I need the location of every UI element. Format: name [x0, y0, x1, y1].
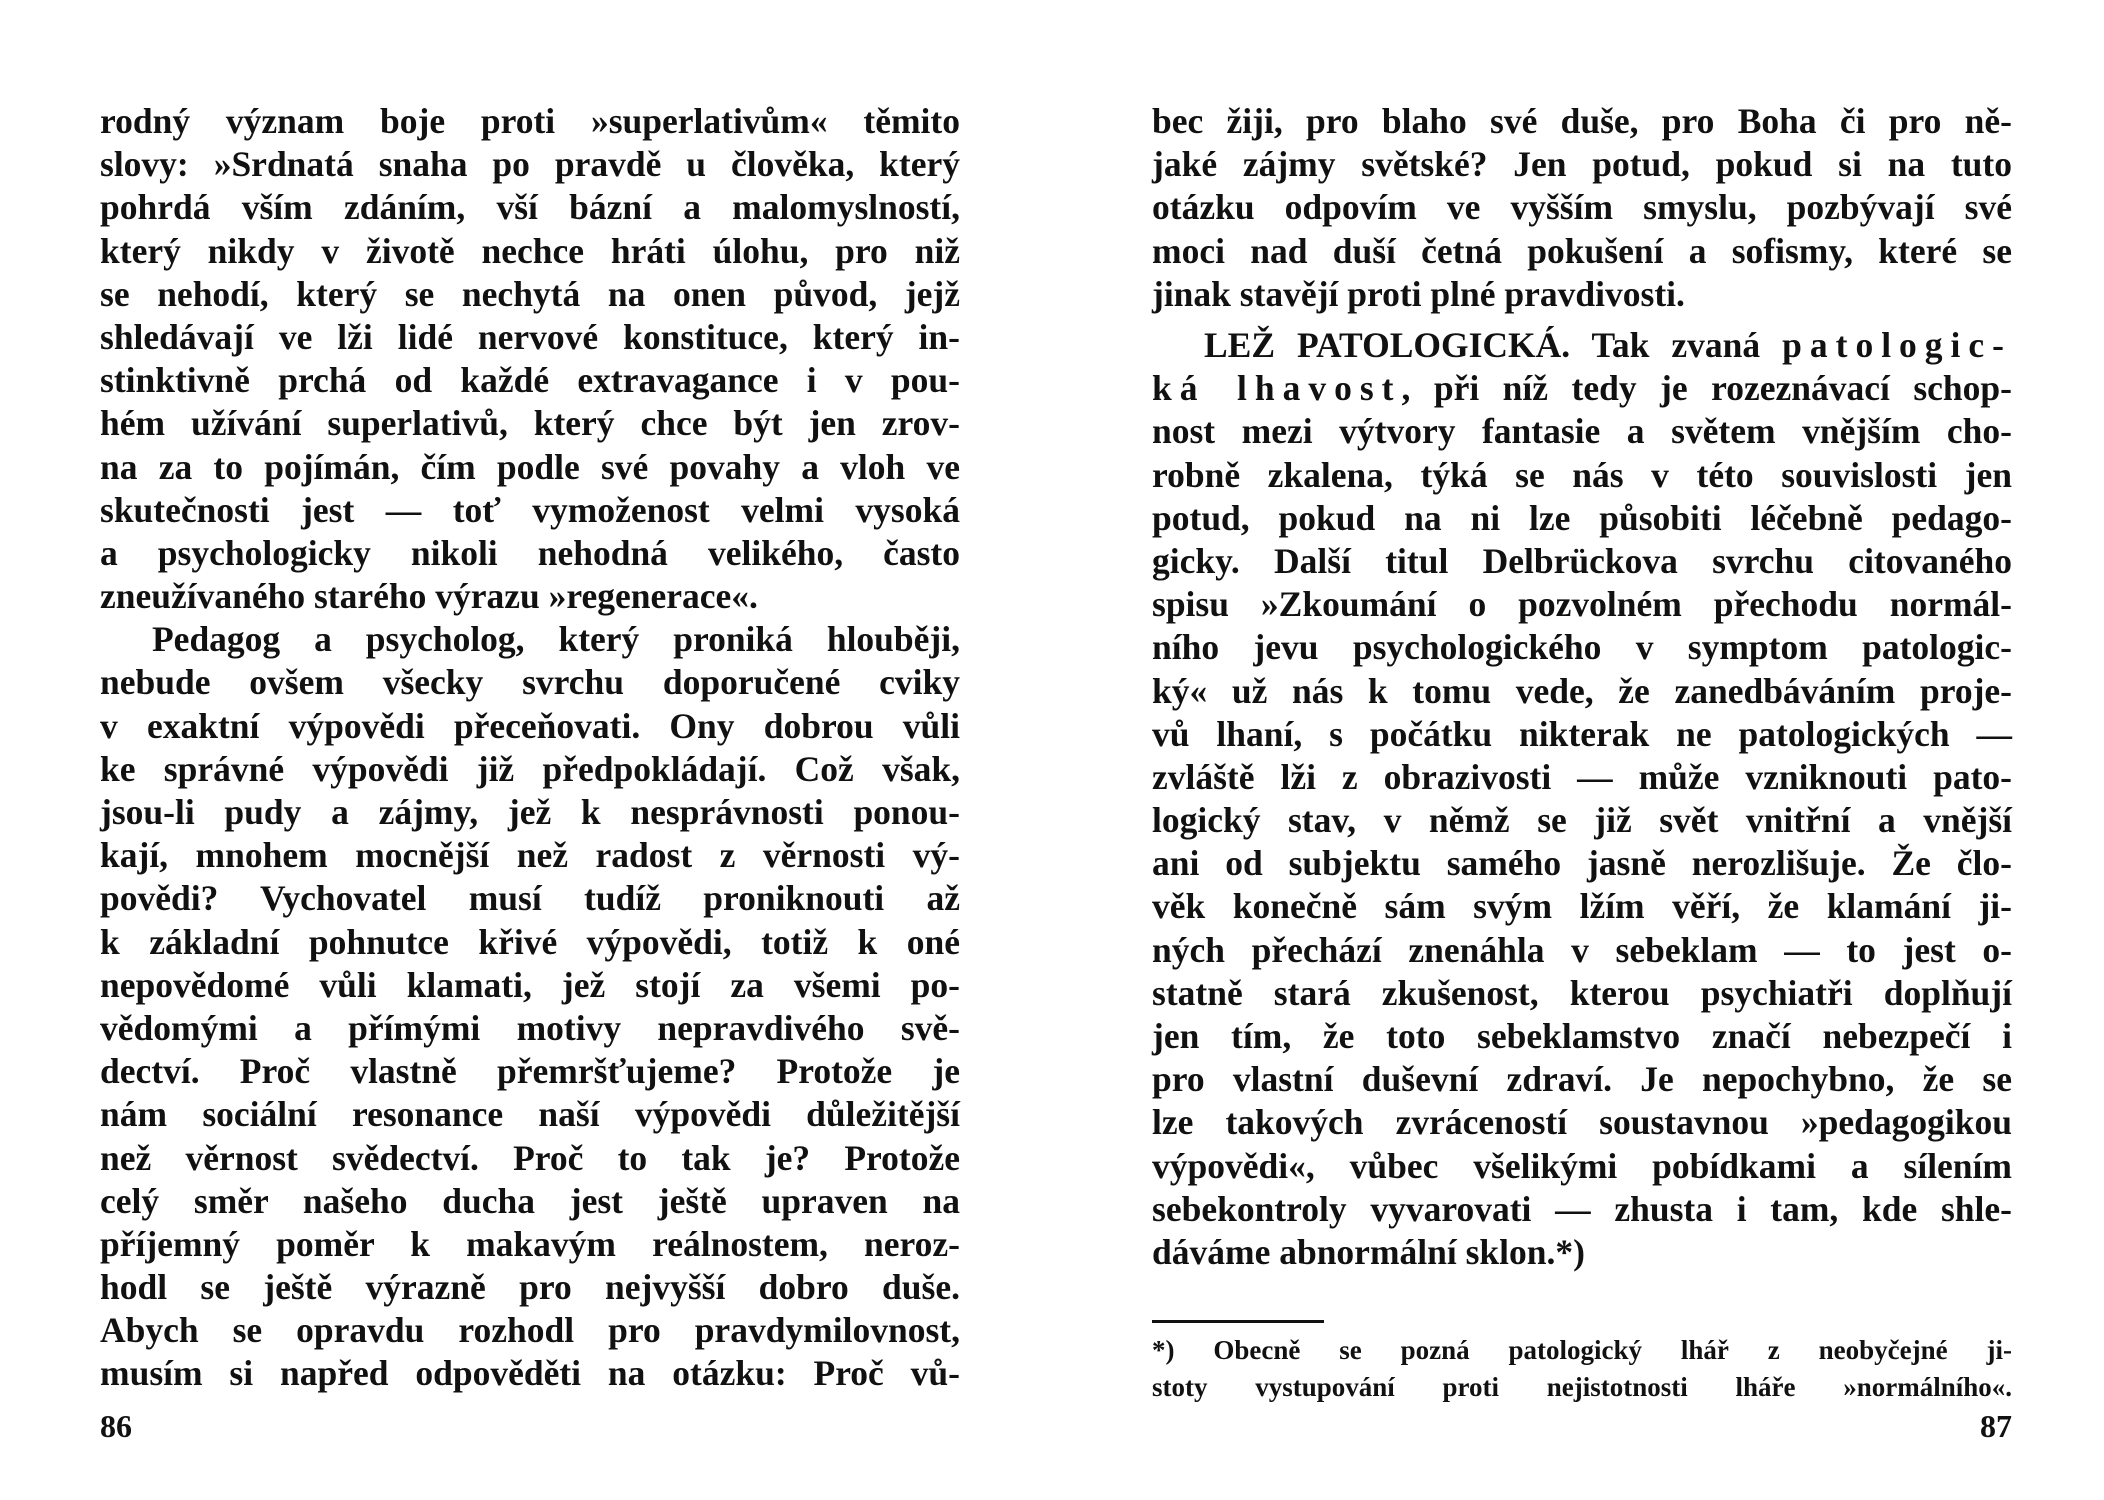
- text-line: moci nad duší četná pokušení a sofismy, které se: [1152, 230, 2012, 271]
- text-line: sebekontroly vyvarovati — zhusta i tam, kde shle-: [1152, 1188, 2012, 1229]
- left-page-text: [100, 100, 960, 1396]
- text-line: gicky. Další titul Delbrückova svrchu citovaného: [1152, 540, 2012, 581]
- text-line: na za to pojímán, čím podle své povahy a vloh ve: [100, 446, 960, 487]
- right-page-text-section: [1152, 324, 2012, 1274]
- text-line: k základní pohnutce křivé výpovědi, totiž k oné: [100, 921, 960, 962]
- text-line: jinak stavějí proti plné pravdivosti.: [1152, 273, 1685, 314]
- text-line: pro vlastní duševní zdraví. Je nepochybno, že se: [1152, 1059, 2012, 1100]
- text-line: nepovědomé vůli klamati, jež stojí za všemi po-: [100, 964, 960, 1005]
- text-line: Pedagog a psycholog, který proniká hlouběji,: [152, 619, 960, 660]
- spaced-term: ká lhavost: [1152, 368, 1402, 409]
- section-continuation: , při níž tedy je rozeznávací schop-: [1401, 368, 2012, 409]
- text-line: ke správné výpovědi již předpokládají. Což však,: [100, 748, 960, 789]
- text-line: vů lhaní, s počátku nikterak ne patologických —: [1152, 713, 2012, 754]
- text-line: slovy: »Srdnatá snaha po pravdě u člověka, který: [100, 144, 960, 185]
- text-line: rodný význam boje proti »superlativům« těmito: [100, 101, 960, 141]
- spaced-term: patologic-: [1782, 325, 2012, 365]
- right-page-text-top: [1152, 100, 2012, 316]
- text-line: v exaktní výpovědi přeceňovati. Ony dobrou vůli: [100, 705, 960, 746]
- text-line: dectví. Proč vlastně přemršťujeme? Protože je: [100, 1051, 960, 1092]
- text-line: příjemný poměr k makavým reálnostem, neroz-: [100, 1223, 960, 1264]
- text-line: robně zkalena, týká se nás v této souvislosti jen: [1152, 454, 2012, 495]
- text-line: a psychologicky nikoli nehodná velikého, často: [100, 532, 960, 573]
- footnote-divider: [1152, 1320, 1324, 1323]
- text-line: musím si napřed odpověděti na otázku: Proč vů-: [100, 1353, 960, 1394]
- footnote-line: stoty vystupování proti nejistotnosti lháře »normálního«.: [1152, 1372, 2012, 1402]
- text-line: stinktivně prchá od každé extravagance i v pou-: [100, 360, 960, 401]
- text-line: hodl se ještě výrazně pro nejvyšší dobro duše.: [100, 1267, 960, 1308]
- text-line: jen tím, že toto sebeklamstvo značí nebezpečí i: [1152, 1016, 2012, 1056]
- text-line: pohrdá vším zdáním, vší bázní a malomyslností,: [100, 187, 960, 228]
- text-line: Abych se opravdu rozhodl pro pravdymilovnost,: [100, 1310, 960, 1351]
- page-number: 86: [100, 1408, 132, 1444]
- footnote: [1152, 1332, 2012, 1406]
- text-line: nost mezi výtvory fantasie a světem vnějším cho-: [1152, 411, 2012, 452]
- text-line: jsou-li pudy a zájmy, jež k nesprávnosti ponou-: [100, 792, 960, 832]
- text-line: jaké zájmy světské? Jen potud, pokud si na tuto: [1152, 144, 2012, 185]
- text-line: spisu »Zkoumání o pozvolném přechodu normál-: [1152, 584, 2012, 625]
- section-intro: Tak zvaná: [1591, 325, 1761, 365]
- text-line: vědomými a přímými motivy nepravdivého svě-: [100, 1007, 960, 1048]
- text-line: povědi? Vychovatel musí tudíž proniknouti až: [100, 878, 960, 919]
- section-second-line: [1152, 367, 2012, 410]
- text-line: výpovědi«, vůbec všelikými pobídkami a sílením: [1152, 1145, 2012, 1186]
- text-line: shledávají ve lži lidé nervové konstituce, který in-: [100, 316, 960, 357]
- section-heading: LEŽ PATOLOGICKÁ.: [1204, 325, 1571, 365]
- text-line: dáváme abnormální sklon.*): [1152, 1231, 1585, 1272]
- text-line: ního jevu psychologického v symptom patologic-: [1152, 627, 2012, 668]
- text-line: statně stará zkušenost, kterou psychiatři doplňují: [1152, 972, 2012, 1013]
- text-line: zneužívaného starého výrazu »regenerace«.: [100, 576, 758, 617]
- text-line: věk konečně sám svým lžím věří, že klamání ji-: [1152, 886, 2012, 927]
- text-line: se nehodí, který se nechytá na onen původ, jejž: [100, 273, 960, 314]
- text-line: ných přechází znenáhla v sebeklam — to jest o-: [1152, 929, 2012, 970]
- text-line: zvláště lži z obrazivosti — může vzniknouti pato-: [1152, 756, 2012, 797]
- text-line: lze takových zvráceností soustavnou »pedagogikou: [1152, 1102, 2012, 1143]
- text-line: ani od subjektu samého jasně nerozlišuje. Že člo-: [1152, 843, 2012, 884]
- text-line: než věrnost svědectví. Proč to tak je? Protože: [100, 1137, 960, 1178]
- text-line: logický stav, v němž se již svět vnitřní a vnější: [1152, 800, 2012, 841]
- footnote-line: *) Obecně se pozná patologický lhář z neobyčejné ji-: [1152, 1335, 2012, 1365]
- text-line: hém užívání superlativů, který chce být jen zrov-: [100, 403, 960, 444]
- page-number: 87: [1980, 1408, 2012, 1444]
- text-line: kají, mnohem mocnější než radost z věrnosti vý-: [100, 835, 960, 876]
- text-line: otázku odpovím ve vyšším smyslu, pozbývají své: [1152, 187, 2012, 228]
- text-line: nebude ovšem všecky svrchu doporučené cviky: [100, 662, 960, 703]
- text-line: potud, pokud na ni lze působiti léčebně pedago-: [1152, 497, 2012, 538]
- text-line: ký« už nás k tomu vede, že zanedbáváním proje-: [1152, 670, 2012, 711]
- text-line: nám sociální resonance naší výpovědi důležitější: [100, 1094, 960, 1135]
- text-line: skutečnosti jest — toť vymoženost velmi vysoká: [100, 489, 960, 530]
- text-line: bec žiji, pro blaho své duše, pro Boha či pro ně-: [1152, 101, 2012, 141]
- section-first-line: [1152, 324, 2012, 367]
- text-line: celý směr našeho ducha jest ještě upraven na: [100, 1180, 960, 1221]
- text-line: který nikdy v životě nechce hráti úlohu, pro niž: [100, 230, 960, 271]
